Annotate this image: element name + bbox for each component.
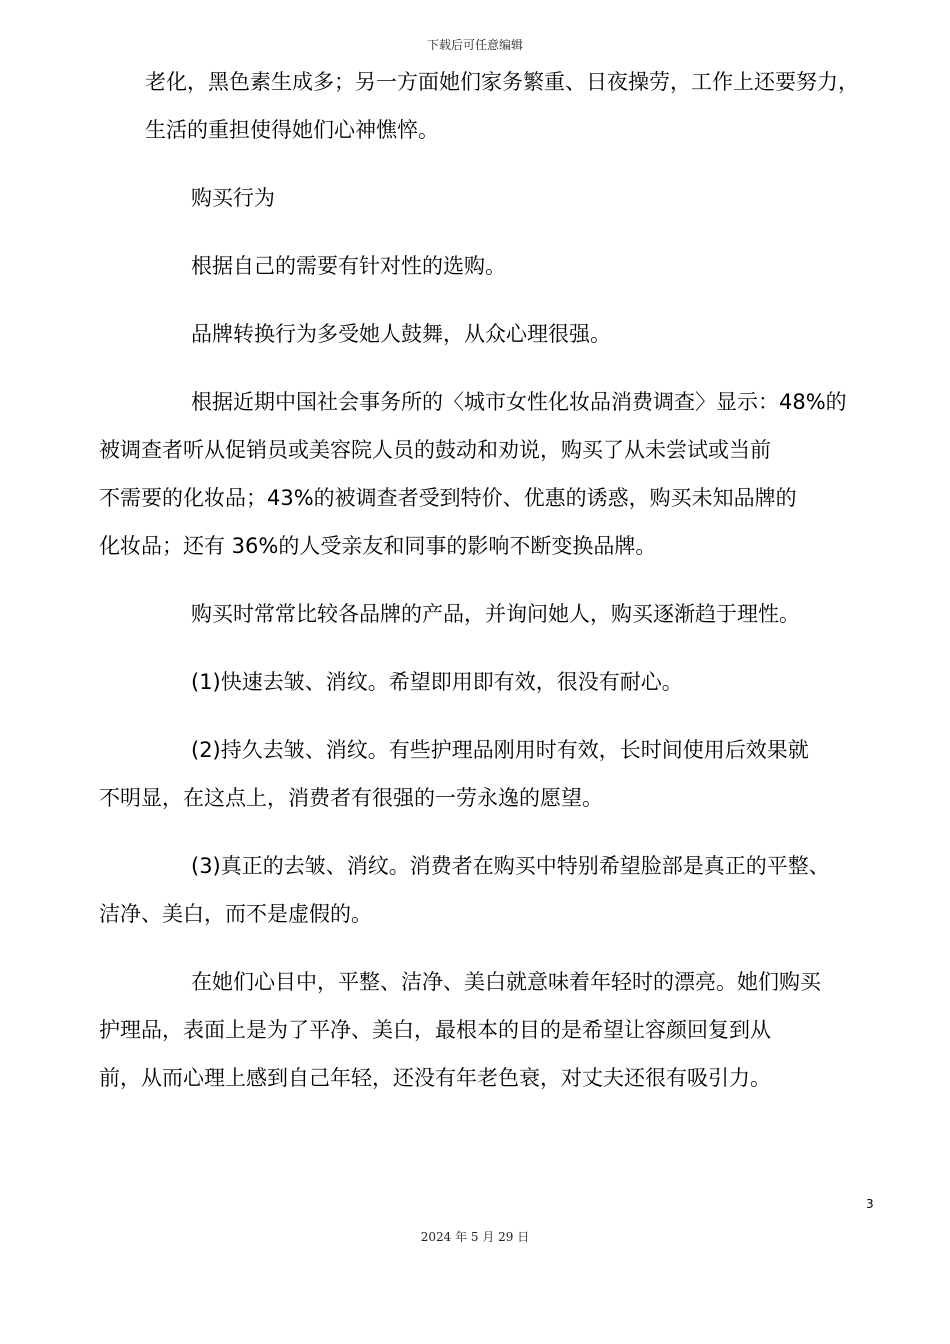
text-line: 护理品，表面上是为了平净、美白，最根本的目的是希望让容颜回复到从 — [99, 1018, 771, 1042]
text-line: 根据近期中国社会事务所的〈城市女性化妆品消费调查〉显示：48%的 — [191, 390, 847, 414]
text-line: 洁净、美白，而不是虚假的。 — [99, 902, 372, 926]
text-line: 购买行为 — [191, 186, 275, 210]
paragraph-survey-results — [99, 378, 895, 570]
text-line: 根据自己的需要有针对性的选购。 — [191, 254, 506, 278]
document-body — [99, 58, 895, 1102]
text-line: 品牌转换行为多受她人鼓舞，从众心理很强。 — [191, 322, 611, 346]
page-number: 3 — [866, 1197, 874, 1211]
section-heading-purchase-behavior — [145, 174, 895, 222]
text-line: 化妆品；还有 36%的人受亲友和同事的影响不断变换品牌。 — [99, 534, 657, 558]
paragraph-youthful-beauty — [99, 958, 895, 1102]
paragraph-targeted-purchase — [145, 242, 895, 290]
text-line: 在她们心目中，平整、洁净、美白就意味着年轻时的漂亮。她们购买 — [191, 970, 821, 994]
paragraph-brand-switching — [145, 310, 895, 358]
list-item-lasting-effect — [99, 726, 895, 822]
page-header: 下载后可任意编辑 — [426, 38, 523, 52]
text-line: 老化，黑色素生成多；另一方面她们家务繁重、日夜操劳，工作上还要努力， — [145, 70, 859, 94]
text-line: 不明显，在这点上，消费者有很强的一劳永逸的愿望。 — [99, 786, 603, 810]
text-line: 购买时常常比较各品牌的产品，并询问她人，购买逐渐趋于理性。 — [191, 602, 800, 626]
text-line: 被调查者听从促销员或美容院人员的鼓动和劝说，购买了从未尝试或当前 — [99, 438, 771, 462]
list-item-genuine-effect — [99, 842, 895, 938]
text-line: 生活的重担使得她们心神憔悴。 — [145, 118, 439, 142]
text-line: (1)快速去皱、消纹。希望即用即有效，很没有耐心。 — [191, 670, 683, 694]
page-footer-date: 2024 年 5 月 29 日 — [420, 1230, 530, 1244]
text-line: (3)真正的去皱、消纹。消费者在购买中特别希望脸部是真正的平整、 — [191, 854, 830, 878]
text-line: 不需要的化妆品；43%的被调查者受到特价、优惠的诱惑，购买未知品牌的 — [99, 486, 797, 510]
paragraph-aging-continued — [145, 58, 895, 154]
text-line: 前，从而心理上感到自己年轻，还没有年老色衰，对丈夫还很有吸引力。 — [99, 1066, 771, 1090]
list-item-quick-effect — [145, 658, 895, 706]
paragraph-rational-comparison — [145, 590, 895, 638]
text-line: (2)持久去皱、消纹。有些护理品刚用时有效，长时间使用后效果就 — [191, 738, 809, 762]
